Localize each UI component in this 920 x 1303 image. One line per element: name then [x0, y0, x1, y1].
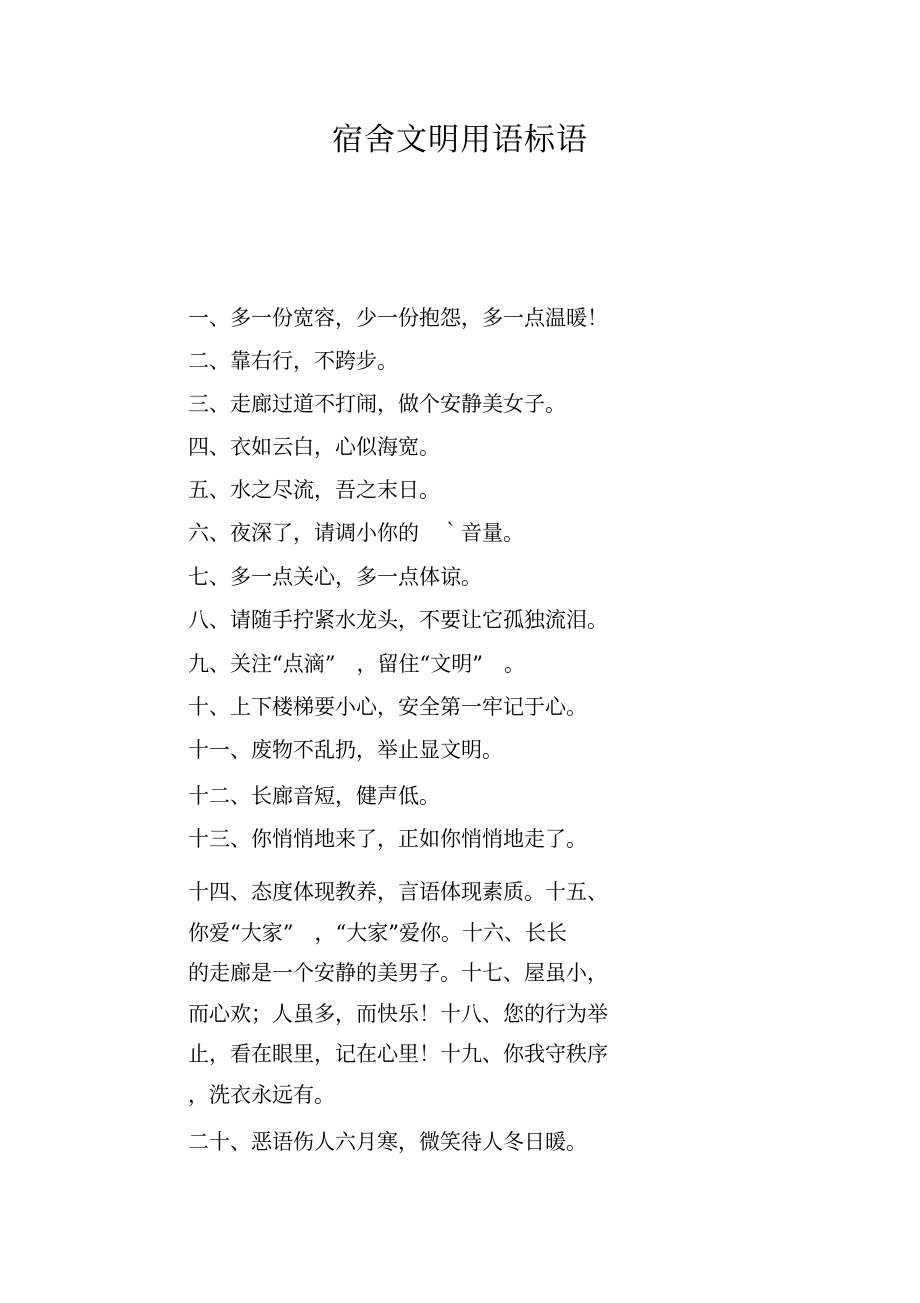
slogan-line-3: 三、走廊过道不打闹，做个安静美女子。: [188, 392, 566, 416]
slogan-line-1: 一、多一份宽容，少一份抱怨，多一点温暖！: [188, 306, 608, 330]
paragraph-line-4: 而心欢；人虽多，而快乐！十八、您的行为举: [188, 1001, 608, 1026]
paragraph-line-2: 你爱“大家” ，“大家”爱你。十六、长长: [188, 920, 567, 945]
slogan-line-12: 十二、长廊音短，健声低。: [188, 784, 440, 808]
slogan-line-9: 九、关注“点滴” ，留住“文明” 。: [188, 652, 525, 676]
slogan-line-8: 八、请随手拧紧水龙头，不要让它孤独流泪。: [188, 608, 608, 632]
slogan-line-20: 二十、恶语伤人六月寒，微笑待人冬日暖。: [188, 1130, 587, 1154]
paragraph-line-5: 止，看在眼里，记在心里！十九、你我守秩序: [188, 1042, 608, 1066]
slogan-line-13: 十三、你悄悄地来了，正如你悄悄地走了。: [188, 827, 587, 851]
slogan-paragraph: [188, 872, 638, 1115]
slogan-line-6: 六、夜深了，请调小你的 ｀音量。: [188, 521, 524, 545]
slogan-line-10: 十、上下楼梯要小心，安全第一牢记于心。: [188, 695, 587, 719]
slogan-line-5: 五、水之尽流，吾之末日。: [188, 478, 440, 502]
document-title: 宿舍文明用语标语: [332, 122, 588, 158]
paragraph-line-6: ，洗衣永远有。: [188, 1082, 335, 1107]
slogan-line-2: 二、靠右行，不跨步。: [188, 349, 398, 373]
paragraph-line-1: 十四、态度体现教养，言语体现素质。十五、: [188, 880, 608, 904]
slogan-line-4: 四、衣如云白，心似海宽。: [188, 435, 440, 459]
slogan-line-11: 十一、废物不乱扔，举止显文明。: [188, 738, 503, 762]
paragraph-line-3: 的走廊是一个安静的美男子。十七、屋虽小，: [188, 961, 608, 985]
slogan-line-7: 七、多一点关心，多一点体谅。: [188, 565, 482, 589]
